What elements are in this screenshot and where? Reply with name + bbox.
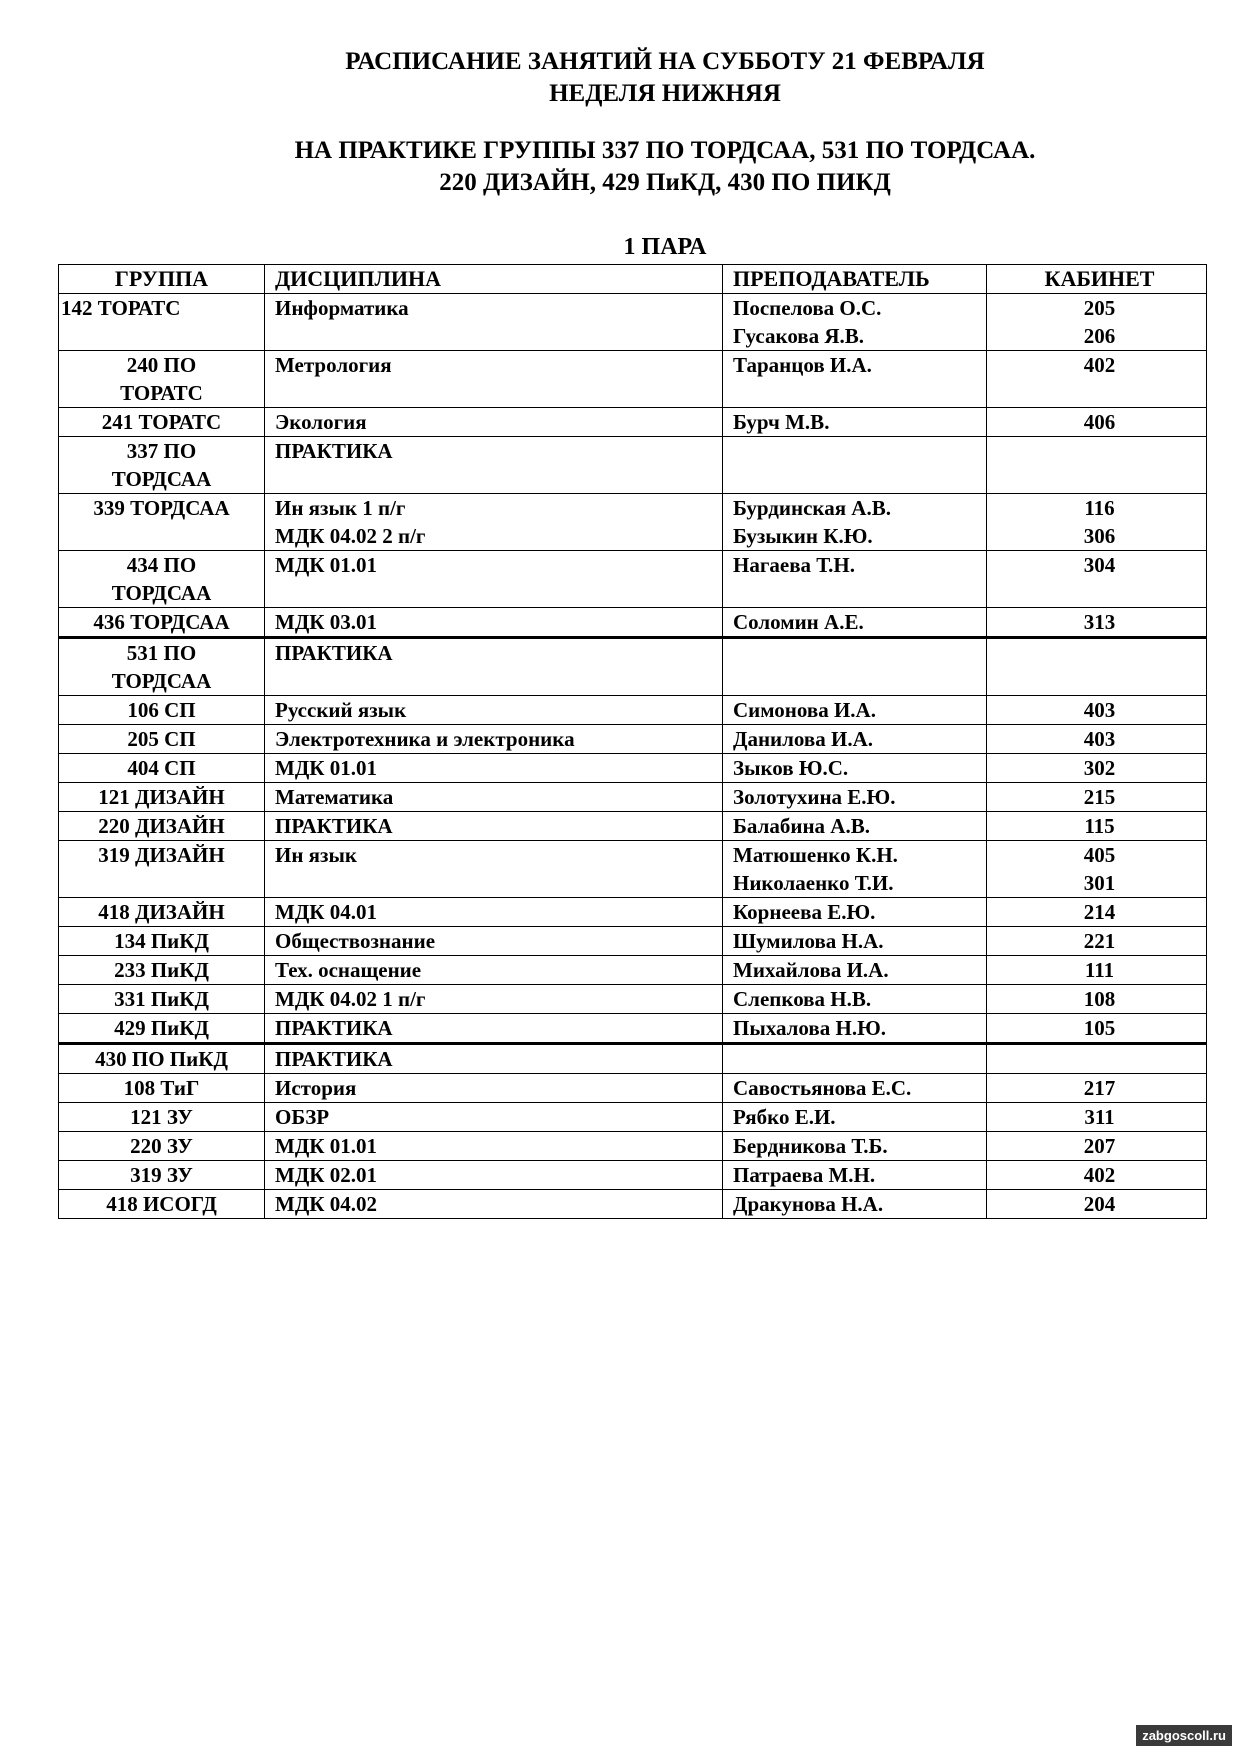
cell-discipline xyxy=(265,638,723,696)
column-header-room: КАБИНЕТ xyxy=(987,265,1207,294)
table-row xyxy=(59,696,1207,725)
table-row xyxy=(59,437,1207,494)
cell-teacher-text: Соломин А.Е. xyxy=(733,610,864,634)
cell-group xyxy=(59,437,265,494)
cell-room-text: 105 xyxy=(1083,1016,1116,1040)
cell-group xyxy=(59,783,265,812)
cell-discipline-text: ОБЗР xyxy=(275,1105,330,1129)
practice-notice xyxy=(0,135,1240,199)
cell-group-text: 240 ПО xyxy=(126,353,197,377)
cell-teacher-text: Дракунова Н.А. xyxy=(733,1192,884,1216)
cell-discipline xyxy=(265,956,723,985)
cell-group xyxy=(59,1044,265,1074)
cell-teacher-text: Гусакова Я.В. xyxy=(733,324,865,348)
cell-teacher xyxy=(723,956,987,985)
cell-room-text: 115 xyxy=(1084,814,1115,838)
title-line-date: РАСПИСАНИЕ ЗАНЯТИЙ НА СУББОТУ 21 ФЕВРАЛЯ xyxy=(345,48,985,75)
cell-group-text: 220 ДИЗАЙН xyxy=(98,814,225,838)
cell-teacher-text: Нагаева Т.Н. xyxy=(733,553,856,577)
cell-room xyxy=(987,437,1207,494)
cell-group xyxy=(59,956,265,985)
cell-room-text: 402 xyxy=(1083,353,1116,377)
cell-room-text: 402 xyxy=(1083,1163,1116,1187)
cell-teacher-text: Бурч М.В. xyxy=(733,410,830,434)
cell-room xyxy=(987,1103,1207,1132)
cell-group-text: 220 ЗУ xyxy=(130,1134,193,1158)
cell-discipline-text: Электротехника и электроника xyxy=(275,727,575,751)
cell-discipline-text: ПРАКТИКА xyxy=(275,641,393,665)
cell-room-text: 108 xyxy=(1083,987,1116,1011)
cell-discipline xyxy=(265,1014,723,1044)
cell-teacher-text: Зыков Ю.С. xyxy=(733,756,849,780)
cell-discipline-text: ПРАКТИКА xyxy=(275,439,393,463)
cell-group-text: 233 ПиКД xyxy=(114,958,209,982)
cell-group-text: ТОРДСАА xyxy=(111,467,212,491)
cell-room-text: 311 xyxy=(1084,1105,1115,1129)
cell-discipline xyxy=(265,608,723,638)
cell-group xyxy=(59,754,265,783)
column-header-teacher: ПРЕПОДАВАТЕЛЬ xyxy=(723,265,987,294)
cell-teacher-text: Рябко Е.И. xyxy=(733,1105,836,1129)
cell-teacher-text: Корнеева Е.Ю. xyxy=(733,900,876,924)
cell-discipline xyxy=(265,437,723,494)
cell-room xyxy=(987,608,1207,638)
cell-discipline-text: Ин язык 1 п/г xyxy=(275,496,406,520)
cell-discipline xyxy=(265,927,723,956)
cell-discipline xyxy=(265,841,723,898)
cell-room xyxy=(987,294,1207,351)
cell-teacher xyxy=(723,1074,987,1103)
cell-teacher xyxy=(723,437,987,494)
cell-group xyxy=(59,812,265,841)
cell-room-text: 313 xyxy=(1083,610,1116,634)
table-row xyxy=(59,294,1207,351)
cell-room xyxy=(987,1044,1207,1074)
cell-room xyxy=(987,1014,1207,1044)
cell-discipline-text: МДК 01.01 xyxy=(275,553,377,577)
pair-label: 1 ПАРА xyxy=(623,234,707,260)
table-header-row xyxy=(59,265,1207,294)
cell-room-text: 301 xyxy=(1083,871,1116,895)
cell-group xyxy=(59,1161,265,1190)
table-row xyxy=(59,1044,1207,1074)
cell-discipline xyxy=(265,1074,723,1103)
cell-room xyxy=(987,898,1207,927)
cell-room xyxy=(987,985,1207,1014)
table-row xyxy=(59,841,1207,898)
cell-room-text: 111 xyxy=(1084,958,1115,982)
table-row xyxy=(59,725,1207,754)
cell-teacher-text: Золотухина Е.Ю. xyxy=(733,785,896,809)
schedule-title xyxy=(0,46,1240,110)
cell-teacher xyxy=(723,351,987,408)
cell-discipline xyxy=(265,408,723,437)
column-header-group: ГРУППА xyxy=(59,265,265,294)
cell-teacher-text: Балабина А.В. xyxy=(733,814,870,838)
cell-teacher xyxy=(723,841,987,898)
cell-teacher-text: Таранцов И.А. xyxy=(733,353,872,377)
cell-discipline-text: МДК 03.01 xyxy=(275,610,377,634)
cell-group xyxy=(59,841,265,898)
cell-teacher xyxy=(723,1103,987,1132)
cell-discipline xyxy=(265,1044,723,1074)
column-header-discipline: ДИСЦИПЛИНА xyxy=(265,265,723,294)
cell-room xyxy=(987,1132,1207,1161)
cell-group-text: 319 ДИЗАЙН xyxy=(98,843,225,867)
cell-discipline xyxy=(265,898,723,927)
cell-room xyxy=(987,408,1207,437)
practice-line-2: 220 ДИЗАЙН, 429 ПиКД, 430 ПО ПИКД xyxy=(439,169,891,196)
cell-discipline-text: МДК 04.02 2 п/г xyxy=(275,524,426,548)
cell-room xyxy=(987,1161,1207,1190)
cell-discipline-text: ПРАКТИКА xyxy=(275,1047,393,1071)
table-row xyxy=(59,1132,1207,1161)
practice-line-1: НА ПРАКТИКЕ ГРУППЫ 337 ПО ТОРДСАА, 531 ПО ТОРДСАА. xyxy=(294,137,1036,164)
cell-group-text: 531 ПО xyxy=(126,641,197,665)
cell-group xyxy=(59,1132,265,1161)
cell-discipline xyxy=(265,351,723,408)
table-row xyxy=(59,1161,1207,1190)
cell-discipline-text: МДК 04.01 xyxy=(275,900,377,924)
cell-teacher xyxy=(723,754,987,783)
cell-group-text: 404 СП xyxy=(127,756,196,780)
cell-discipline-text: МДК 04.02 1 п/г xyxy=(275,987,426,1011)
cell-discipline-text: Экология xyxy=(275,410,367,434)
cell-discipline xyxy=(265,812,723,841)
cell-discipline xyxy=(265,551,723,608)
table-row xyxy=(59,494,1207,551)
cell-room xyxy=(987,927,1207,956)
cell-room-text: 406 xyxy=(1083,410,1116,434)
cell-discipline-text: Обществознание xyxy=(275,929,436,953)
cell-group-text: 241 ТОРАТС xyxy=(101,410,222,434)
table-row xyxy=(59,1014,1207,1044)
cell-room xyxy=(987,841,1207,898)
cell-teacher xyxy=(723,638,987,696)
cell-group-text: 418 ДИЗАЙН xyxy=(98,900,225,924)
cell-teacher xyxy=(723,696,987,725)
cell-room-text: 206 xyxy=(1083,324,1116,348)
cell-discipline xyxy=(265,725,723,754)
cell-room xyxy=(987,1074,1207,1103)
cell-group-text: 121 ЗУ xyxy=(130,1105,193,1129)
cell-group xyxy=(59,608,265,638)
table-row xyxy=(59,551,1207,608)
table-row xyxy=(59,1190,1207,1219)
cell-group-text: 418 ИСОГД xyxy=(106,1192,217,1216)
cell-room-text: 405 xyxy=(1083,843,1116,867)
table-row xyxy=(59,1074,1207,1103)
cell-group xyxy=(59,351,265,408)
cell-group xyxy=(59,1074,265,1103)
cell-room xyxy=(987,812,1207,841)
table-row xyxy=(59,638,1207,696)
cell-room-text: 302 xyxy=(1083,756,1116,780)
cell-room-text: 403 xyxy=(1083,727,1116,751)
cell-teacher xyxy=(723,898,987,927)
cell-discipline-text: МДК 01.01 xyxy=(275,756,377,780)
cell-teacher xyxy=(723,783,987,812)
cell-room-text: 207 xyxy=(1083,1134,1116,1158)
cell-group-text: 134 ПиКД xyxy=(114,929,209,953)
cell-room-text: 204 xyxy=(1083,1192,1116,1216)
cell-room xyxy=(987,956,1207,985)
cell-discipline-text: МДК 01.01 xyxy=(275,1134,377,1158)
cell-group-text: ТОРДСАА xyxy=(111,581,212,605)
cell-room-text: 304 xyxy=(1083,553,1116,577)
cell-discipline xyxy=(265,294,723,351)
cell-teacher-text: Симонова И.А. xyxy=(733,698,876,722)
cell-group-text: ТОРАТС xyxy=(120,381,203,405)
cell-room-text: 215 xyxy=(1083,785,1116,809)
table-row xyxy=(59,898,1207,927)
cell-teacher-text: Бузыкин К.Ю. xyxy=(733,524,873,548)
cell-group xyxy=(59,725,265,754)
cell-teacher xyxy=(723,1190,987,1219)
table-body xyxy=(59,294,1207,1219)
cell-room xyxy=(987,351,1207,408)
cell-group-text: 337 ПО xyxy=(126,439,197,463)
table-row xyxy=(59,1103,1207,1132)
cell-teacher xyxy=(723,294,987,351)
cell-teacher-text: Пыхалова Н.Ю. xyxy=(733,1016,886,1040)
cell-room xyxy=(987,638,1207,696)
cell-group-text: 331 ПиКД xyxy=(114,987,209,1011)
cell-teacher xyxy=(723,1161,987,1190)
cell-group xyxy=(59,1014,265,1044)
cell-discipline xyxy=(265,1132,723,1161)
cell-teacher-text: Бурдинская А.В. xyxy=(733,496,891,520)
cell-discipline-text: Математика xyxy=(275,785,394,809)
cell-teacher xyxy=(723,1132,987,1161)
cell-room xyxy=(987,725,1207,754)
table-row xyxy=(59,927,1207,956)
cell-room xyxy=(987,1190,1207,1219)
cell-room xyxy=(987,551,1207,608)
cell-teacher xyxy=(723,494,987,551)
cell-room-text: 217 xyxy=(1083,1076,1116,1100)
cell-group-text: 121 ДИЗАЙН xyxy=(98,785,225,809)
cell-discipline-text: Тех. оснащение xyxy=(275,958,422,982)
table-row xyxy=(59,351,1207,408)
cell-discipline xyxy=(265,696,723,725)
cell-room-text: 306 xyxy=(1083,524,1116,548)
cell-teacher xyxy=(723,608,987,638)
cell-group xyxy=(59,1103,265,1132)
cell-discipline-text: Ин язык xyxy=(275,843,357,867)
cell-room-text: 221 xyxy=(1083,929,1116,953)
cell-group-text: 142 ТОРАТС xyxy=(61,296,181,320)
cell-group-text: 436 ТОРДСАА xyxy=(93,610,230,634)
cell-group-text: ТОРДСАА xyxy=(111,669,212,693)
cell-teacher-text: Савостьянова Е.С. xyxy=(733,1076,912,1100)
title-line-week: НЕДЕЛЯ НИЖНЯЯ xyxy=(549,80,781,107)
cell-group xyxy=(59,1190,265,1219)
cell-room xyxy=(987,696,1207,725)
cell-discipline xyxy=(265,783,723,812)
cell-discipline-text: ПРАКТИКА xyxy=(275,1016,393,1040)
cell-teacher-text: Данилова И.А. xyxy=(733,727,873,751)
cell-teacher xyxy=(723,1044,987,1074)
table-row xyxy=(59,956,1207,985)
cell-discipline-text: МДК 02.01 xyxy=(275,1163,377,1187)
table-row xyxy=(59,812,1207,841)
cell-teacher xyxy=(723,812,987,841)
cell-group xyxy=(59,494,265,551)
cell-group-text: 429 ПиКД xyxy=(114,1016,209,1040)
cell-room-text: 116 xyxy=(1084,496,1115,520)
cell-teacher xyxy=(723,985,987,1014)
table-row xyxy=(59,985,1207,1014)
cell-group xyxy=(59,898,265,927)
cell-discipline xyxy=(265,985,723,1014)
table-row xyxy=(59,754,1207,783)
cell-group xyxy=(59,985,265,1014)
cell-teacher xyxy=(723,927,987,956)
cell-discipline-text: ПРАКТИКА xyxy=(275,814,393,838)
cell-teacher xyxy=(723,1014,987,1044)
cell-group xyxy=(59,551,265,608)
cell-room-text: 403 xyxy=(1083,698,1116,722)
cell-discipline xyxy=(265,1103,723,1132)
cell-group xyxy=(59,927,265,956)
cell-group-text: 430 ПО ПиКД xyxy=(95,1047,228,1071)
cell-discipline xyxy=(265,1190,723,1219)
table-row xyxy=(59,408,1207,437)
cell-teacher xyxy=(723,725,987,754)
cell-teacher-text: Слепкова Н.В. xyxy=(733,987,872,1011)
cell-group-text: 106 СП xyxy=(127,698,196,722)
cell-teacher-text: Шумилова Н.А. xyxy=(733,929,884,953)
cell-teacher-text: Михайлова И.А. xyxy=(733,958,889,982)
cell-group-text: 108 ТиГ xyxy=(123,1076,200,1100)
cell-group xyxy=(59,294,265,351)
cell-group-text: 319 ЗУ xyxy=(130,1163,193,1187)
cell-teacher xyxy=(723,551,987,608)
cell-room xyxy=(987,494,1207,551)
cell-room-text: 214 xyxy=(1083,900,1116,924)
cell-discipline-text: История xyxy=(275,1076,357,1100)
table-row xyxy=(59,783,1207,812)
cell-room xyxy=(987,754,1207,783)
cell-group-text: 205 СП xyxy=(127,727,196,751)
site-watermark: zabgoscoll.ru xyxy=(1136,1725,1232,1746)
cell-group xyxy=(59,696,265,725)
cell-teacher xyxy=(723,408,987,437)
cell-teacher-text: Патраева М.Н. xyxy=(733,1163,876,1187)
cell-discipline xyxy=(265,1161,723,1190)
cell-discipline xyxy=(265,494,723,551)
cell-group xyxy=(59,638,265,696)
cell-discipline-text: Метрология xyxy=(275,353,392,377)
cell-discipline-text: Информатика xyxy=(275,296,409,320)
cell-group-text: 434 ПО xyxy=(126,553,197,577)
cell-discipline-text: Русский язык xyxy=(275,698,407,722)
cell-room-text: 205 xyxy=(1083,296,1116,320)
cell-teacher-text: Бердникова Т.Б. xyxy=(733,1134,888,1158)
cell-teacher-text: Поспелова О.С. xyxy=(733,296,882,320)
cell-group-text: 339 ТОРДСАА xyxy=(93,496,230,520)
table-row xyxy=(59,608,1207,638)
cell-discipline-text: МДК 04.02 xyxy=(275,1192,377,1216)
cell-teacher-text: Матюшенко К.Н. xyxy=(733,843,898,867)
cell-group xyxy=(59,408,265,437)
cell-room xyxy=(987,783,1207,812)
schedule-table xyxy=(58,264,1207,1219)
cell-discipline xyxy=(265,754,723,783)
cell-teacher-text: Николаенко Т.И. xyxy=(733,871,894,895)
